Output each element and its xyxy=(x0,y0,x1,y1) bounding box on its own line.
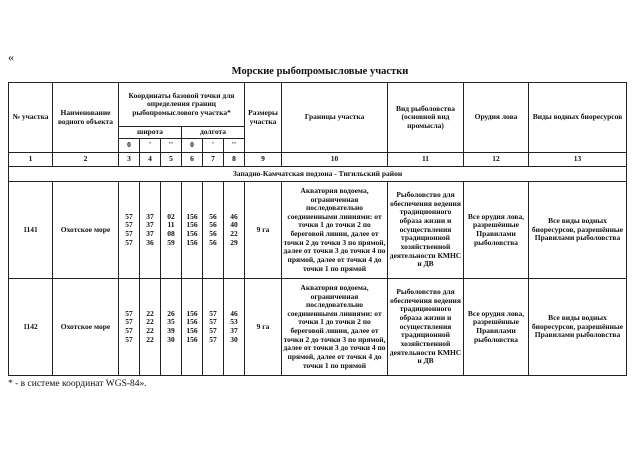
coord-value: 156 xyxy=(186,211,198,221)
coord-value: 22 xyxy=(146,326,154,335)
column-number-row xyxy=(9,153,627,167)
lat-seconds-cell xyxy=(161,279,182,376)
coord-value: 40 xyxy=(230,220,238,230)
coord-value: 156 xyxy=(186,237,198,247)
header-coordinates: Координаты базовой точки для определения границ рыбопромыслового участка* xyxy=(119,83,245,127)
coord-value: 37 xyxy=(146,229,154,238)
coord-value: 22 xyxy=(146,317,154,327)
water-body: Охотское море xyxy=(53,279,119,376)
area-number: 1142 xyxy=(9,279,53,376)
header-borders: Границы участка xyxy=(282,83,388,153)
coord-value: 57 xyxy=(125,229,133,238)
document-title: Морские рыбопромысловые участки xyxy=(231,66,409,77)
coord-value: 56 xyxy=(209,229,217,238)
coord-value: 37 xyxy=(230,326,238,335)
water-body: Охотское море xyxy=(53,182,119,279)
header-resources: Виды водных биоресурсов xyxy=(529,83,627,153)
area-size: 9 га xyxy=(245,182,282,279)
lon-degrees-cell xyxy=(182,279,203,376)
coord-value: 22 xyxy=(230,229,238,238)
lat-minutes-cell xyxy=(140,279,161,376)
coord-value: 30 xyxy=(230,334,238,344)
header-lat-minutes: ' xyxy=(140,139,161,153)
coord-value: 56 xyxy=(209,237,217,247)
column-number: 10 xyxy=(282,153,388,167)
coord-value: 46 xyxy=(230,308,238,318)
column-number: 8 xyxy=(224,153,245,167)
coord-value: 156 xyxy=(186,326,198,335)
table-row xyxy=(9,182,627,279)
header-lon-degrees: 0 xyxy=(182,139,203,153)
coord-value: 56 xyxy=(209,220,217,230)
coord-value: 57 xyxy=(209,317,217,327)
coord-value: 156 xyxy=(186,334,198,344)
coord-value: 57 xyxy=(209,326,217,335)
column-number: 4 xyxy=(140,153,161,167)
lon-degrees-cell xyxy=(182,182,203,279)
column-number: 3 xyxy=(119,153,140,167)
table-row xyxy=(9,279,627,376)
header-water-body: Наименование водного объекта xyxy=(53,83,119,153)
area-size: 9 га xyxy=(245,279,282,376)
coord-value: 59 xyxy=(167,237,175,247)
lon-seconds-cell xyxy=(224,182,245,279)
column-number: 2 xyxy=(53,153,119,167)
header-lat-seconds: '' xyxy=(161,139,182,153)
column-number: 5 xyxy=(161,153,182,167)
column-number: 9 xyxy=(245,153,282,167)
coord-value: 57 xyxy=(125,237,133,247)
coord-value: 156 xyxy=(186,220,198,230)
coord-value: 56 xyxy=(209,211,217,221)
coord-value: 37 xyxy=(146,220,154,230)
header-longitude: долгота xyxy=(182,127,245,139)
coord-value: 57 xyxy=(125,308,133,318)
coord-value: 35 xyxy=(167,317,175,327)
header-lon-seconds: '' xyxy=(224,139,245,153)
opening-quote-mark: « xyxy=(8,50,14,64)
fishing-gear: Все орудия лова, разрешённые Правилами рыболовства xyxy=(464,279,529,376)
lat-degrees-cell xyxy=(119,279,140,376)
coord-value: 26 xyxy=(167,308,175,318)
aquatic-resources: Все виды водных биоресурсов, разрешённые Правилами рыболовства xyxy=(529,279,627,376)
header-size: Размеры участка xyxy=(245,83,282,153)
fishing-type: Рыболовство для обеспечения ведения традиционного образа жизни и осуществления традиционной хозяйственной деятельности КМНС и ДВ xyxy=(388,182,464,279)
coord-value: 57 xyxy=(209,308,217,318)
fishing-type: Рыболовство для обеспечения ведения традиционного образа жизни и осуществления традиционной хозяйственной деятельности КМНС и ДВ xyxy=(388,279,464,376)
area-number: 1141 xyxy=(9,182,53,279)
coord-value: 46 xyxy=(230,211,238,221)
coord-value: 53 xyxy=(230,317,238,327)
column-number: 12 xyxy=(464,153,529,167)
coord-value: 29 xyxy=(230,237,238,247)
column-number: 1 xyxy=(9,153,53,167)
area-borders: Акватория водоема, ограниченная последовательно соединенными линиями: от точки 1 до точки 2 по береговой линии, далее от точки 2 до точки 3 по прямой, далее от точки 3 до точки 4 по прямой, далее от точки 4 до точки 1 по прямой xyxy=(282,279,388,376)
coord-value: 156 xyxy=(186,308,198,318)
lat-seconds-cell xyxy=(161,182,182,279)
column-number: 11 xyxy=(388,153,464,167)
fishing-areas-table xyxy=(8,82,627,376)
coord-value: 36 xyxy=(146,237,154,247)
column-number: 7 xyxy=(203,153,224,167)
coord-value: 57 xyxy=(125,220,133,230)
area-borders: Акватория водоема, ограниченная последовательно соединенными линиями: от точки 1 до точки 2 по береговой линии, далее от точки 2 до точки 3 по прямой, далее от точки 3 до точки 4 по прямой, далее от точки 4 до точки 1 по прямой xyxy=(282,182,388,279)
coord-value: 22 xyxy=(146,334,154,344)
lon-minutes-cell xyxy=(203,182,224,279)
zone-heading: Западно-Камчатская подзона - Тигильский район xyxy=(9,167,627,182)
header-lat-degrees: 0 xyxy=(119,139,140,153)
coord-value: 11 xyxy=(167,220,175,230)
coord-value: 57 xyxy=(125,211,133,221)
coord-value: 57 xyxy=(125,326,133,335)
coord-value: 30 xyxy=(167,334,175,344)
header-fishing-type: Вид рыболовства (основной вид промысла) xyxy=(388,83,464,153)
coord-value: 02 xyxy=(167,211,175,221)
coord-value: 37 xyxy=(146,211,154,221)
coord-value: 39 xyxy=(167,326,175,335)
header-area-number: № участка xyxy=(9,83,53,153)
fishing-gear: Все орудия лова, разрешённые Правилами рыболовства xyxy=(464,182,529,279)
coord-value: 08 xyxy=(167,229,175,238)
lon-seconds-cell xyxy=(224,279,245,376)
lon-minutes-cell xyxy=(203,279,224,376)
header-latitude: широта xyxy=(119,127,182,139)
coord-value: 22 xyxy=(146,308,154,318)
column-number: 6 xyxy=(182,153,203,167)
aquatic-resources: Все виды водных биоресурсов, разрешённые Правилами рыболовства xyxy=(529,182,627,279)
header-gear: Орудия лова xyxy=(464,83,529,153)
coord-value: 57 xyxy=(125,317,133,327)
coord-value: 57 xyxy=(209,334,217,344)
coord-value: 156 xyxy=(186,317,198,327)
coord-value: 57 xyxy=(125,334,133,344)
coord-value: 156 xyxy=(186,229,198,238)
lat-minutes-cell xyxy=(140,182,161,279)
lat-degrees-cell xyxy=(119,182,140,279)
column-number: 13 xyxy=(529,153,627,167)
coordinate-system-footnote: * - в системе координат WGS-84». xyxy=(8,379,147,389)
header-lon-minutes: ' xyxy=(203,139,224,153)
